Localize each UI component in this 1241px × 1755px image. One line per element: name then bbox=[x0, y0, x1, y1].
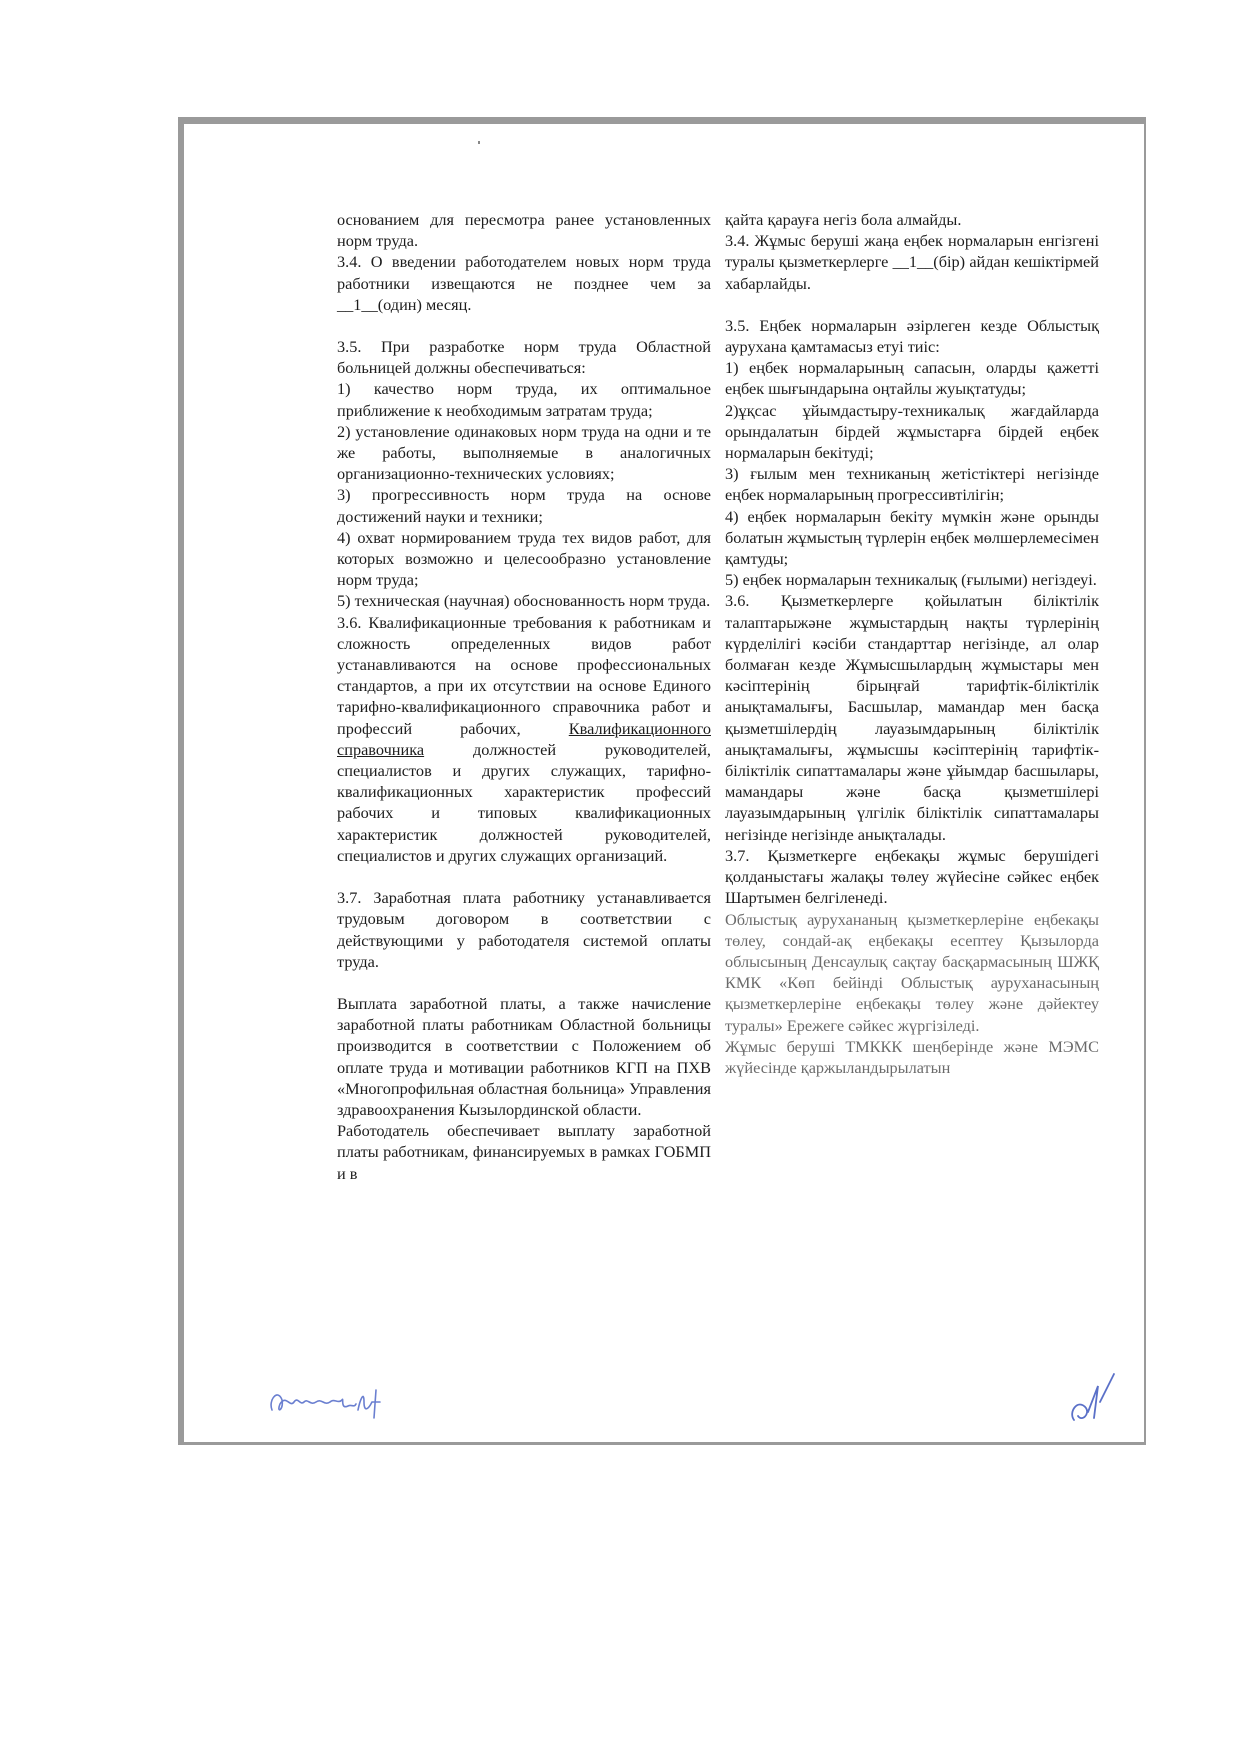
paragraph-ru-salary-payment: Выплата заработной платы, а также начисление заработной платы работникам Областной больницы производится в соответствии с Положением об оплате труда и мотивации работников КГП на ПХВ «Многопрофильная областная больница» Управления здравоохранения Кызылординской области. bbox=[337, 993, 711, 1119]
paragraph-ru-3-5-item-4: 4) охват нормированием труда тех видов работ, для которых возможно и целесообразно установление норм труда; bbox=[337, 527, 711, 590]
paragraph-kz-3-5-item-2: 2)ұқсас ұйымдастыру-техникалық жағдайларда орындалатын бірдей жұмыстарға бірдей еңбек нормаларын бекітуді; bbox=[725, 400, 1099, 463]
paragraph-kz-3-4: 3.4. Жұмыс беруші жаңа еңбек нормаларын енгізгені туралы қызметкерлерге __1__(бір) айдан кешіктірмей хабарлайды. bbox=[725, 231, 1099, 293]
paragraph-kz-3-5-item-1: 1) еңбек нормаларының сапасын, оларды қажетті еңбек шығындарына оңтайлы жуықтатуды; bbox=[725, 358, 1099, 399]
paragraph-ru-3-5-item-1: 1) качество норм труда, их оптимальное приближение к необходимым затратам труда; bbox=[337, 379, 711, 420]
reference-link[interactable]: Квалификационного справочника bbox=[337, 718, 711, 759]
paragraph-ru-3-5-item-2: 2) установление одинаковых норм труда на одни и те же работы, выполняемые в аналогичных организационно-технических условиях; bbox=[337, 421, 711, 484]
paragraph-kz-3-6: 3.6. Қызметкерлерге қойылатын біліктілік талаптарыжәне жұмыстардың нақты түрлерінің күрделілігі кәсіби стандарттар негізінде, ал олар болмаған кезде Жұмысшылардың жұмыстары мен кәсіптерінің бірыңғай тарифтік-біліктілік анықтамалығы, Басшылар, мамандар мен басқа қызметшілердің лауазымдарының біліктілік анықтамалығы, жұмысшы кәсіптерінің тарифтік-біліктілік сипаттамалары және ұйымдар басшылары, мамандары және басқа қызметшілері лауазымдарының үлгілік біліктілік сипаттамалары негізінде негізінде анықталады. bbox=[725, 591, 1099, 844]
paragraph-ru-3-5: 3.5. При разработке норм труда Областной больницей должны обеспечиваться: bbox=[337, 337, 711, 378]
scan-speck bbox=[478, 141, 480, 144]
paragraph-ru-3-5-item-3: 3) прогрессивность норм труда на основе достижений науки и техники; bbox=[337, 485, 711, 526]
paragraph-kz-3-7: 3.7. Қызметкерге еңбекақы жұмыс берушідегі қолданыстағы жалақы төлеу жүйесіне сәйкес еңбек Шартымен белгіленеді. bbox=[725, 845, 1099, 908]
paragraph-kz-continuation: қайта қарауға негіз бола алмайды. bbox=[725, 210, 962, 229]
paragraph-ru-3-6-text: 3.6. Квалификационные требования к работникам и сложность определенных видов работ устанавливаются на основе профессиональных стандартов, а при их отсутствии на основе Единого тарифно-квалификационного справочника работ и профессий рабочих, bbox=[337, 612, 711, 738]
paragraph-ru-3-6-text-end: должностей руководителей, специалистов и других служащих, тарифно-квалификационных характеристик профессий рабочих и типовых квалификационных характеристик должностей руководителей, специалистов и других служащих организаций. bbox=[337, 739, 711, 865]
paragraph-ru-3-4: 3.4. О введении работодателем новых норм труда работники извещаются не позднее чем за __1__(один) месяц. bbox=[337, 252, 711, 314]
signature-right bbox=[1064, 1372, 1124, 1428]
paragraph-kz-3-5: 3.5. Еңбек нормаларын әзірлеген кезде Облыстық аурухана қамтамасыз етуі тиіс: bbox=[725, 315, 1099, 357]
paragraph-kz-salary-payment: Облыстық аурухананың қызметкерлеріне еңбекақы төлеу, сондай-ақ еңбекақы есептеу Қызылорда облысының Денсаулық сақтау басқармасының ШЖҚ КМК «Көп бейінді Облыстық ауруханасының қызметкерлеріне еңбекақы төлеу және дәйектеу туралы» Ережеге сәйкес жүргізіледі. bbox=[725, 909, 1099, 1035]
russian-column bbox=[337, 209, 711, 1184]
document-page bbox=[184, 124, 1144, 1442]
kazakh-column bbox=[725, 209, 1099, 1078]
paragraph-ru-3-5-item-5: 5) техническая (научная) обоснованность норм труда. bbox=[337, 591, 711, 611]
paragraph-kz-employer-obligation: Жұмыс беруші ТМККК шеңберінде және МЭМС жүйесінде қаржыландырылатын bbox=[725, 1036, 1099, 1077]
paragraph-kz-3-5-item-4: 4) еңбек нормаларын бекіту мүмкін және орынды болатын жұмыстың түрлерін еңбек мөлшерлемесімен қамтуды; bbox=[725, 506, 1099, 569]
paragraph-ru-employer-obligation: Работодатель обеспечивает выплату заработной платы работникам, финансируемых в рамках ГОБМП и в bbox=[337, 1121, 711, 1183]
paragraph-ru-continuation: основанием для пересмотра ранее установленных норм труда. bbox=[337, 210, 711, 251]
paragraph-ru-3-7: 3.7. Заработная плата работнику устанавливается трудовым договором в соответствии с действующими у работодателя системой оплаты труда. bbox=[337, 888, 711, 971]
paragraph-ru-3-6 bbox=[337, 612, 711, 866]
paragraph-kz-3-5-item-3: 3) ғылым мен техниканың жетістіктері негізінде еңбек нормаларының прогрессивтілігін; bbox=[725, 464, 1099, 505]
paragraph-kz-3-5-item-5: 5) еңбек нормаларын техникалық (ғылыми) негіздеуі. bbox=[725, 570, 1097, 590]
signature-left bbox=[264, 1380, 404, 1420]
